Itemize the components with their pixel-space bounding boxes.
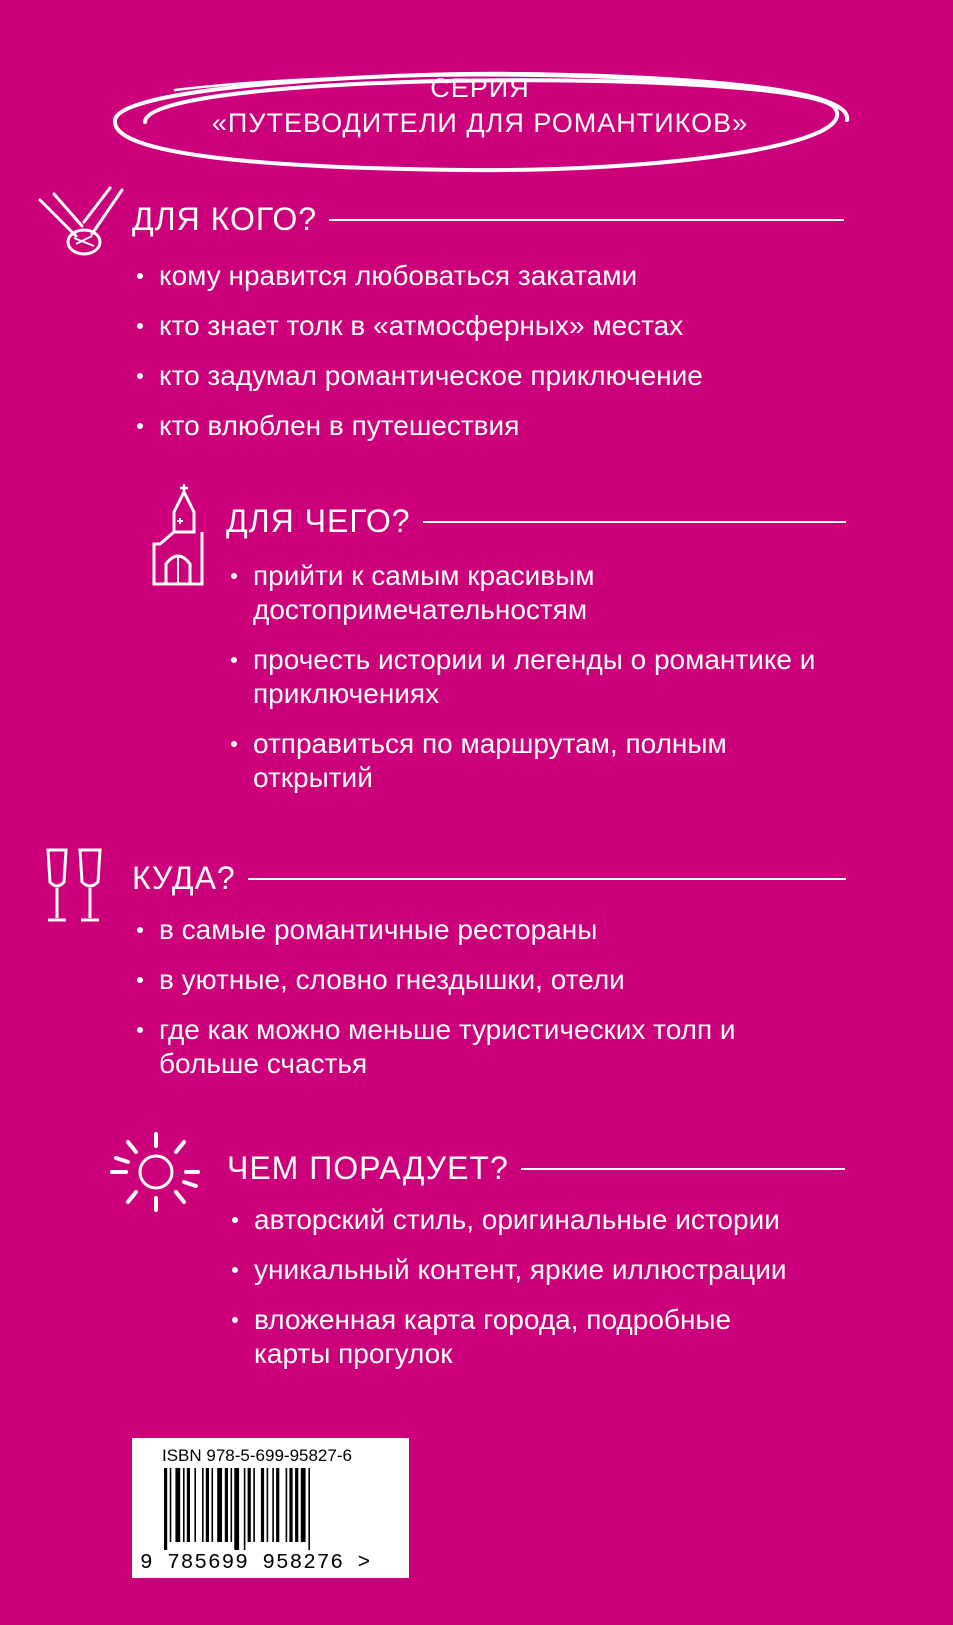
list-item: кто влюблен в путешествия xyxy=(135,409,835,443)
barcode-bar xyxy=(175,1468,180,1542)
list-item: авторский стиль, оригинальные истории xyxy=(230,1203,850,1237)
barcode-bar xyxy=(202,1468,204,1542)
section-rule xyxy=(248,878,846,880)
section-header-where xyxy=(132,860,846,897)
barcode-bar xyxy=(164,1468,167,1550)
list-item: кто задумал романтическое приключение xyxy=(135,359,835,393)
barcode-bar xyxy=(272,1468,274,1542)
section-rule xyxy=(329,219,844,221)
section-header-for-what xyxy=(226,503,846,540)
series-label: СЕРИЯ xyxy=(430,73,530,103)
section-title: ЧЕМ ПОРАДУЕТ? xyxy=(227,1150,509,1186)
barcode-bar xyxy=(187,1468,190,1542)
section-rule xyxy=(521,1168,845,1170)
isbn-label: ISBN 978-5-699-95827-6 xyxy=(162,1446,352,1465)
barcode-bars xyxy=(164,1468,374,1550)
section-header-benefits xyxy=(227,1150,845,1187)
barcode-digits: 9 785699 958276 > xyxy=(140,1552,372,1575)
champagne-glasses-icon xyxy=(44,848,110,924)
series-name: «ПУТЕВОДИТЕЛИ ДЛЯ РОМАНТИКОВ» xyxy=(211,108,749,138)
barcode-bar xyxy=(276,1468,279,1542)
barcode-bar xyxy=(248,1468,251,1542)
section-list-where xyxy=(135,913,835,1097)
isbn-barcode xyxy=(132,1438,409,1578)
barcode-bar xyxy=(194,1468,196,1542)
list-item: вложенная карта города, подробные карты прогулок xyxy=(230,1303,794,1371)
barcode-bar xyxy=(234,1468,239,1550)
list-item: где как можно меньше туристических толп и больше счастья xyxy=(135,1013,759,1081)
list-item: прочесть истории и легенды о романтике и приключениях xyxy=(229,643,849,711)
section-header-for-whom xyxy=(132,201,844,238)
section-title: ДЛЯ ЧЕГО? xyxy=(226,503,411,539)
barcode-bar xyxy=(217,1468,222,1542)
barcode-bar xyxy=(225,1468,228,1542)
series-title xyxy=(140,71,820,141)
section-title: ДЛЯ КОГО? xyxy=(132,201,318,237)
section-list-for-what xyxy=(229,559,849,811)
barcode-bar xyxy=(206,1468,209,1542)
section-list-benefits xyxy=(230,1203,850,1387)
barcode-bar xyxy=(170,1468,172,1542)
section-rule xyxy=(423,521,846,523)
holding-hands-icon xyxy=(36,186,126,266)
list-item: кто знает толк в «атмосферных» местах xyxy=(135,309,835,343)
section-title: КУДА? xyxy=(132,860,236,896)
barcode-bar xyxy=(261,1468,264,1542)
barcode-bar xyxy=(295,1468,298,1542)
list-item: прийти к самым красивым достопримечательностям xyxy=(229,559,849,627)
barcode-bar xyxy=(231,1468,233,1542)
section-list-for-whom xyxy=(135,259,835,459)
list-item: в уютные, словно гнездышки, отели xyxy=(135,963,835,997)
barcode-bar xyxy=(253,1468,255,1542)
list-item: кому нравится любоваться закатами xyxy=(135,259,835,293)
barcode-bar xyxy=(289,1468,292,1542)
list-item: уникальный контент, яркие иллюстрации xyxy=(230,1253,850,1287)
barcode-bar xyxy=(212,1468,214,1542)
barcode-bar xyxy=(267,1468,269,1542)
barcode-bar xyxy=(301,1468,306,1542)
sun-icon xyxy=(108,1128,200,1216)
barcode-bar xyxy=(244,1468,246,1550)
list-item: в самые романтичные рестораны xyxy=(135,913,835,947)
barcode-bar xyxy=(308,1468,310,1550)
chapel-icon xyxy=(150,482,210,586)
list-item: отправиться по маршрутам, полным открытий xyxy=(229,727,849,795)
barcode-bar xyxy=(183,1468,185,1542)
barcode-bar xyxy=(286,1468,288,1542)
